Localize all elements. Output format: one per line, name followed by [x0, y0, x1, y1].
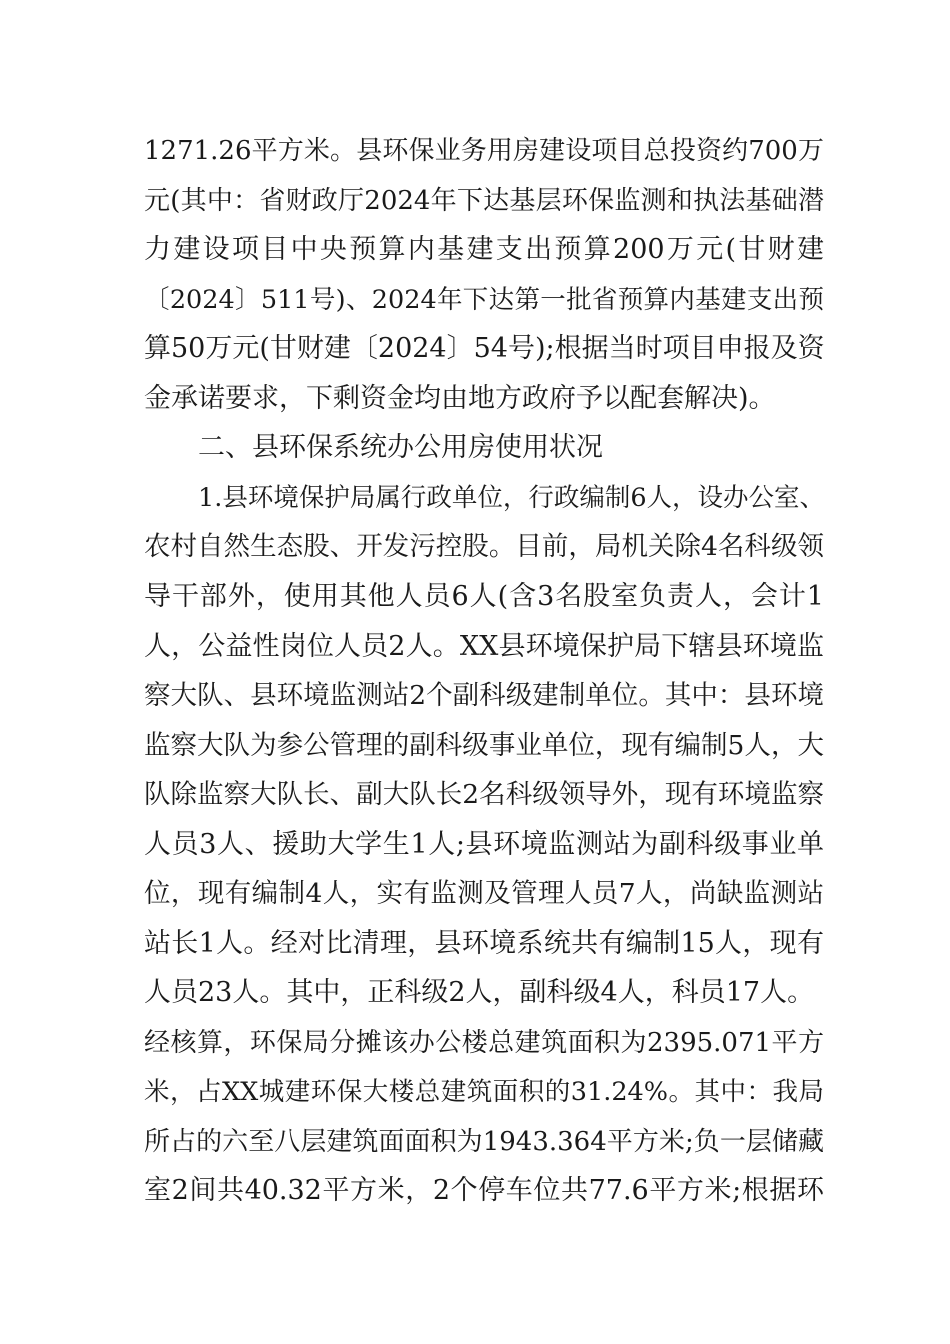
text-line: 监察大队为参公管理的副科级事业单位，现有编制5人，大 — [144, 730, 824, 761]
text-line: 站长1人。经对比清理，县环境系统共有编制15人，现有 — [144, 928, 824, 959]
text-line: 1.县环境保护局属行政单位，行政编制6人，设办公室、 — [198, 483, 826, 513]
text-line: 农村自然生态股、开发污控股。目前，局机关除4名科级领 — [144, 531, 824, 562]
text-line: 人员23人。其中，正科级2人，副科级4人，科员17人。 — [144, 977, 815, 1008]
text-line: 力建设项目中央预算内基建支出预算200万元(甘财建 — [144, 234, 824, 265]
text-line: 经核算，环保局分摊该办公楼总建筑面积为2395.071平方 — [144, 1028, 824, 1058]
section-heading: 二、县环保系统办公用房使用状况 — [198, 432, 603, 463]
paragraph-end-line: 金承诺要求，下剩资金均由地方政府予以配套解决)。 — [144, 383, 776, 414]
text-line: 元(其中：省财政厅2024年下达基层环保监测和执法基础潜 — [144, 186, 824, 216]
text-line: 队除监察大队长、副大队长2名科级领导外，现有环境监察 — [144, 779, 824, 810]
text-line: 算50万元(甘财建〔2024〕54号);根据当时项目申报及资 — [144, 333, 825, 364]
text-line: 〔2024〕511号)、2024年下达第一批省预算内基建支出预 — [144, 285, 824, 315]
text-line: 导干部外，使用其他人员6人(含3名股室负责人，会计1 — [144, 581, 824, 612]
text-line: 米，占XX城建环保大楼总建筑面积的31.24%。其中：我局 — [144, 1077, 824, 1107]
text-line: 室2间共40.32平方米，2个停车位共77.6平方米;根据环 — [144, 1175, 824, 1206]
text-line: 人，公益性岗位人员2人。XX县环境保护局下辖县环境监 — [144, 631, 824, 662]
text-line: 位，现有编制4人，实有监测及管理人员7人，尚缺监测站 — [144, 878, 824, 909]
text-line: 所占的六至八层建筑面面积为1943.364平方米;负一层储藏 — [144, 1127, 824, 1157]
text-line: 1271.26平方米。县环保业务用房建设项目总投资约700万 — [144, 136, 824, 166]
text-line: 察大队、县环境监测站2个副科级建制单位。其中：县环境 — [144, 680, 824, 711]
text-line: 人员3人、援助大学生1人;县环境监测站为副科级事业单 — [144, 829, 824, 860]
